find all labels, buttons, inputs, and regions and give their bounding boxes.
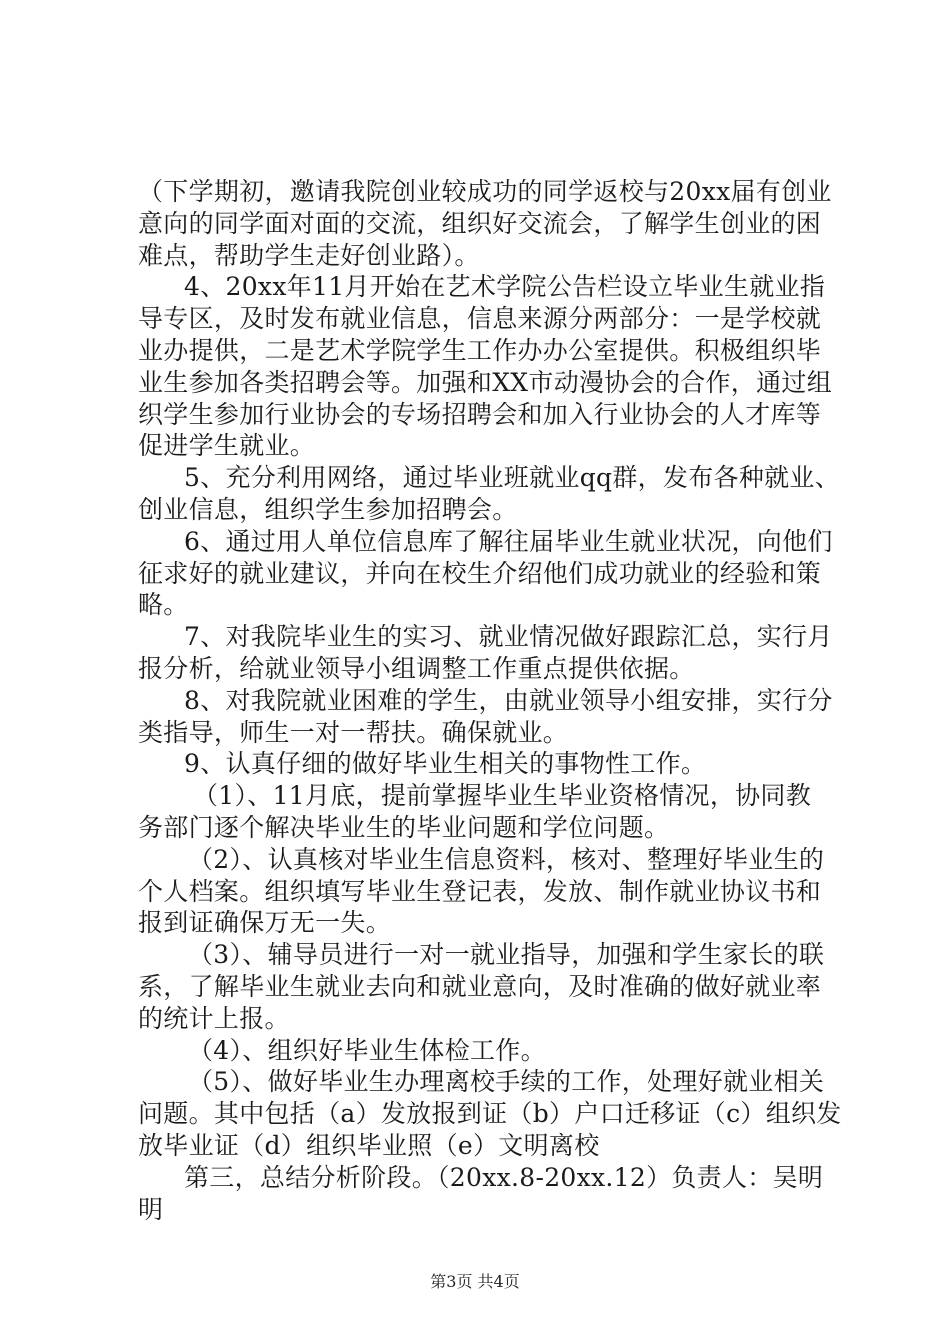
- paragraph-line: 问题。其中包括（a）发放报到证（b）户口迁移证（c）组织发: [138, 1099, 842, 1129]
- paragraph-line: 创业信息，组织学生参加招聘会。: [138, 494, 518, 524]
- paragraph-line: 务部门逐个解决毕业生的毕业问题和学位问题。: [138, 812, 670, 842]
- paragraph-line: 7、对我院毕业生的实习、就业情况做好跟踪汇总，实行月: [184, 622, 833, 652]
- paragraph-line: 类指导，师生一对一帮扶。确保就业。: [138, 717, 569, 747]
- paragraph-line: 略。: [138, 590, 189, 620]
- paragraph-line: 6、通过用人单位信息库了解往届毕业生就业状况，向他们: [184, 526, 833, 556]
- paragraph-line: （5）、做好毕业生办理离校手续的工作，处理好就业相关: [188, 1067, 825, 1097]
- paragraph-line: 报分析，给就业领导小组调整工作重点提供依据。: [138, 653, 695, 683]
- page-footer: 第3页 共4页: [430, 1272, 520, 1291]
- paragraph-line: （1）、11月底，提前掌握毕业生毕业资格情况，协同教: [193, 781, 812, 811]
- paragraph-line: （4）、组织好毕业生体检工作。: [188, 1035, 546, 1065]
- paragraph-line: 促进学生就业。: [138, 431, 316, 461]
- paragraph-line: 9、认真仔细的做好毕业生相关的事物性工作。: [184, 749, 707, 779]
- paragraph-line: 8、对我院就业困难的学生，由就业领导小组安排，实行分: [184, 685, 833, 715]
- document-body: [138, 176, 842, 1225]
- paragraph-line: （下学期初，邀请我院创业较成功的同学返校与20xx届有创业: [138, 177, 832, 206]
- paragraph-line: 业办提供，二是艺术学院学生工作办办公室提供。积极组织毕: [138, 335, 822, 365]
- paragraph-line: 明: [138, 1194, 164, 1224]
- paragraph-line: 系，了解毕业生就业去向和就业意向，及时准确的做好就业率: [138, 971, 822, 1001]
- paragraph-line: 意向的同学面对面的交流，组织好交流会，了解学生创业的困: [138, 208, 822, 238]
- paragraph-line: 4、20xx年11月开始在艺术学院公告栏设立毕业生就业指: [184, 272, 826, 302]
- paragraph-line: 导专区，及时发布就业信息，信息来源分两部分：一是学校就: [138, 304, 822, 334]
- paragraph-line: 个人档案。组织填写毕业生登记表，发放、制作就业协议书和: [138, 876, 822, 906]
- paragraph-line: 征求好的就业建议，并向在校生介绍他们成功就业的经验和策: [138, 558, 822, 588]
- paragraph-line: （2）、认真核对毕业生信息资料，核对、整理好毕业生的: [188, 844, 825, 874]
- paragraph-line: 放毕业证（d）组织毕业照（e）文明离校: [138, 1130, 600, 1160]
- paragraph-line: 报到证确保万无一失。: [138, 908, 392, 938]
- paragraph-line: 业生参加各类招聘会等。加强和XX市动漫协会的合作，通过组: [138, 367, 832, 397]
- paragraph-line: 的统计上报。: [138, 1003, 290, 1033]
- paragraph-line: 织学生参加行业协会的专场招聘会和加入行业协会的人才库等: [138, 399, 822, 429]
- paragraph-line: 第三，总结分析阶段。（20xx.8-20xx.12）负责人：吴明: [184, 1162, 824, 1192]
- paragraph-line: （3）、辅导员进行一对一就业指导，加强和学生家长的联: [188, 940, 825, 970]
- paragraph-line: 难点，帮助学生走好创业路）。: [138, 240, 480, 270]
- paragraph-line: 5、充分利用网络，通过毕业班就业qq群，发布各种就业、: [184, 463, 841, 493]
